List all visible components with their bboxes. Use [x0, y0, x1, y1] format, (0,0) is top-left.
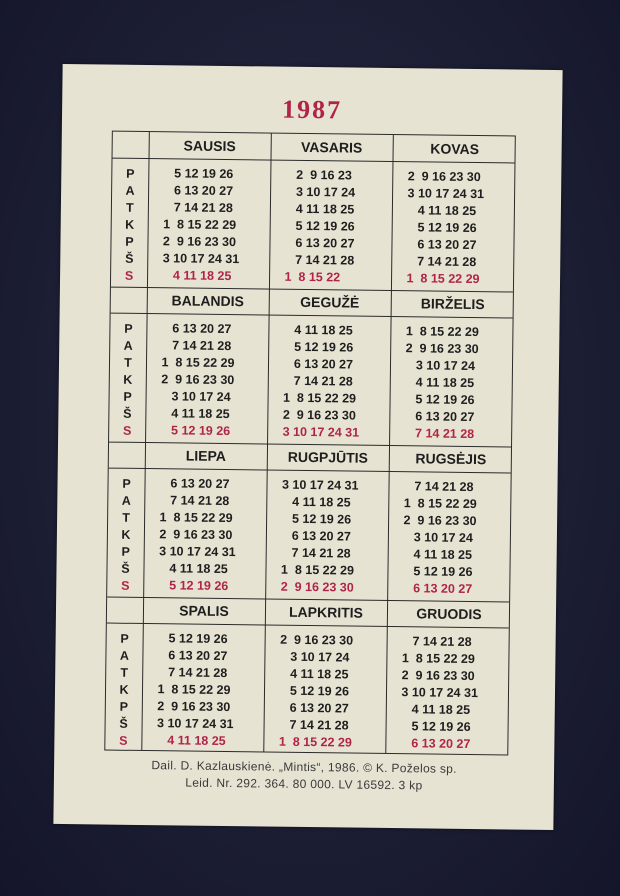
day-numbers-row: 6 13 20 27: [403, 237, 477, 253]
day-numbers-row: 7 14 21 28: [281, 252, 355, 268]
day-numbers-row: 3 10 17 24 31: [278, 477, 359, 493]
day-numbers-row: 1 8 15 22 29: [156, 510, 233, 526]
weekday-letter: Š: [123, 406, 132, 421]
day-numbers-row: 4 11 18 25: [276, 666, 349, 682]
day-numbers-row: 7 14 21 28: [279, 373, 353, 389]
day-numbers-row: 3 10 17 24: [282, 184, 356, 200]
day-numbers-row: 6 13 20 27: [281, 235, 355, 251]
day-numbers-row: 7 14 21 28: [403, 254, 477, 270]
weekday-letter: S: [124, 268, 134, 283]
day-numbers-row: 2 9 16 23 30: [155, 527, 233, 543]
month-name: KOVAS: [430, 140, 480, 158]
day-numbers-row: 4 11 18 25: [401, 375, 475, 391]
day-numbers-row: 3 10 17 24: [401, 358, 476, 374]
weekday-letter: T: [124, 355, 132, 370]
day-numbers-row: 1 8 15 22: [280, 269, 341, 285]
day-numbers-row: 5 12 19 26: [397, 719, 471, 735]
day-numbers-row: 4 11 18 25: [159, 268, 232, 284]
weekday-letter: P: [125, 234, 134, 249]
day-numbers-row: 6 13 20 27: [397, 736, 471, 752]
day-numbers-row: 6 13 20 27: [156, 476, 230, 492]
month-header-divider: [111, 313, 513, 319]
day-numbers-row: 1 8 15 22 29: [402, 271, 480, 287]
month-header-divider: [109, 468, 511, 474]
day-numbers-row: 2 9 16 23 30: [157, 372, 235, 388]
weekday-letter: K: [123, 372, 133, 387]
month-name: GEGUŽĖ: [300, 293, 360, 311]
day-numbers-row: 6 13 20 27: [401, 409, 475, 425]
weekday-letter: P: [122, 476, 131, 491]
weekday-letter: K: [125, 217, 135, 232]
day-numbers-row: 7 14 21 28: [156, 493, 230, 509]
day-numbers-row: 5 12 19 26: [401, 392, 475, 408]
weekday-letter: A: [125, 183, 135, 198]
month-name: RUGPJŪTIS: [287, 448, 369, 466]
month-name: SPALIS: [179, 602, 229, 620]
day-numbers-row: 5 12 19 26: [155, 578, 229, 594]
day-numbers-row: 2 9 16 23 30: [276, 632, 354, 648]
day-numbers-row: 2 9 16 23 30: [159, 234, 237, 250]
day-numbers-row: 3 10 17 24 31: [404, 186, 485, 202]
day-numbers-row: 4 11 18 25: [280, 322, 353, 338]
day-numbers-row: 3 10 17 24 31: [155, 544, 236, 560]
weekday-letter: S: [119, 733, 128, 748]
day-numbers-row: 4 11 18 25: [153, 733, 226, 749]
day-numbers-row: 1 8 15 22 29: [398, 651, 475, 667]
month-header-divider: [107, 623, 509, 629]
day-numbers-row: 2 9 16 23 30: [398, 668, 475, 684]
weekday-letter: K: [119, 682, 129, 697]
day-numbers-row: 1 8 15 22 29: [157, 355, 235, 371]
day-numbers-row: 2 9 16 23: [282, 167, 352, 183]
day-numbers-row: 7 14 21 28: [159, 200, 233, 216]
day-numbers-row: 3 10 17 24: [399, 530, 473, 546]
day-numbers-row: 2 9 16 23 30: [400, 513, 477, 529]
weekday-letter: A: [119, 648, 130, 663]
day-numbers-row: 6 13 20 27: [160, 183, 234, 199]
day-numbers-row: 7 14 21 28: [154, 665, 228, 681]
weekday-letter: T: [120, 665, 129, 680]
weekday-letter: P: [126, 166, 135, 181]
weekday-letter: T: [125, 200, 134, 215]
day-numbers-row: 5 12 19 26: [281, 218, 355, 234]
weekday-letter: P: [123, 389, 132, 404]
day-numbers-row: 1 8 15 22 29: [279, 390, 357, 406]
day-numbers-row: 6 13 20 27: [154, 648, 228, 664]
day-numbers-row: 3 10 17 24 31: [159, 251, 240, 267]
weekday-letter: A: [121, 493, 131, 508]
day-numbers-row: 5 12 19 26: [154, 631, 228, 647]
day-numbers-row: 5 12 19 26: [275, 683, 350, 699]
day-numbers-row: 1 8 15 22 29: [275, 734, 352, 750]
weekday-letter: Š: [125, 251, 134, 266]
weekday-letter: A: [123, 338, 133, 353]
day-numbers-row: 4 11 18 25: [278, 494, 351, 510]
weekday-letter: S: [121, 578, 130, 593]
month-name: BALANDIS: [171, 292, 245, 310]
pocket-calendar-card: [53, 64, 562, 830]
weekday-letter: P: [124, 321, 133, 336]
month-name: SAUSIS: [183, 137, 236, 155]
calendar-grid: [104, 131, 516, 756]
day-numbers-row: 2 9 16 23 30: [279, 407, 356, 423]
day-numbers-row: 7 14 21 28: [158, 338, 232, 354]
day-numbers-row: 5 12 19 26: [278, 511, 352, 527]
day-numbers-row: 6 13 20 27: [275, 700, 349, 716]
day-numbers-row: 5 12 19 26: [160, 166, 234, 182]
month-name: VASARIS: [300, 138, 363, 156]
imprint-line-2: Leid. Nr. 292. 364. 80 000. LV 16592. 3 kp: [185, 775, 423, 793]
weekday-letter: T: [122, 510, 131, 525]
day-numbers-row: 6 13 20 27: [279, 356, 354, 372]
day-numbers-row: 7 14 21 28: [277, 545, 351, 561]
month-name: LIEPA: [185, 447, 227, 464]
day-numbers-row: 7 14 21 28: [401, 426, 475, 442]
month-name: LAPKRITIS: [288, 603, 364, 621]
month-name: RUGSĖJIS: [415, 450, 487, 468]
month-header-divider: [113, 158, 515, 164]
day-numbers-row: 1 8 15 22 29: [402, 324, 479, 340]
day-numbers-row: 2 9 16 23 30: [402, 341, 479, 357]
day-numbers-row: 5 12 19 26: [403, 220, 477, 236]
day-numbers-row: 7 14 21 28: [275, 717, 349, 733]
weekday-letter: Š: [121, 561, 130, 576]
day-numbers-row: 3 10 17 24 31: [397, 685, 479, 701]
weekday-letter: K: [121, 527, 131, 542]
weekday-letter: Š: [119, 716, 128, 731]
day-numbers-row: 6 13 20 27: [277, 528, 351, 544]
calendar-year: 1987: [281, 94, 343, 125]
imprint-line-1: Dail. D. Kazlauskienė. „Mintis“, 1986. © K. Poželos sp.: [151, 758, 457, 776]
day-numbers-row: 1 8 15 22 29: [159, 217, 237, 233]
day-numbers-row: 6 13 20 27: [158, 321, 232, 337]
weekday-letter: P: [119, 699, 129, 714]
imprint: [54, 756, 554, 796]
day-numbers-row: 4 11 18 25: [155, 561, 228, 577]
day-numbers-row: 1 8 15 22 29: [153, 682, 231, 698]
day-numbers-row: 4 11 18 25: [403, 203, 477, 219]
month-name: GRUODIS: [416, 605, 482, 623]
day-numbers-row: 3 10 17 24: [157, 389, 231, 405]
day-numbers-row: 6 13 20 27: [399, 581, 473, 597]
day-numbers-row: 4 11 18 25: [397, 702, 471, 717]
day-numbers-row: 5 12 19 26: [157, 423, 231, 439]
weekday-letter: P: [120, 631, 129, 646]
day-numbers-row: 2 9 16 23 30: [153, 699, 231, 715]
month-name: BIRŽELIS: [420, 295, 485, 313]
day-numbers-row: 4 11 18 25: [281, 201, 355, 217]
day-numbers-row: 3 10 17 24: [276, 649, 350, 665]
day-numbers-row: 4 11 18 25: [399, 547, 473, 563]
day-numbers-row: 2 9 16 23 30: [277, 579, 354, 595]
day-numbers-row: 7 14 21 28: [398, 634, 472, 650]
day-numbers-row: 3 10 17 24 31: [279, 424, 360, 440]
day-numbers-row: 3 10 17 24 31: [153, 716, 234, 732]
day-numbers-row: 5 12 19 26: [280, 339, 354, 355]
day-numbers-row: 1 8 15 22 29: [277, 562, 355, 578]
day-numbers-row: 4 11 18 25: [157, 406, 230, 422]
day-numbers-row: 2 9 16 23 30: [404, 169, 481, 185]
day-numbers-row: 5 12 19 26: [399, 564, 473, 580]
day-numbers-row: 1 8 15 22 29: [400, 496, 477, 512]
day-numbers-row: 7 14 21 28: [400, 479, 474, 495]
weekday-letter: S: [122, 423, 132, 438]
weekday-letter: P: [121, 544, 130, 559]
